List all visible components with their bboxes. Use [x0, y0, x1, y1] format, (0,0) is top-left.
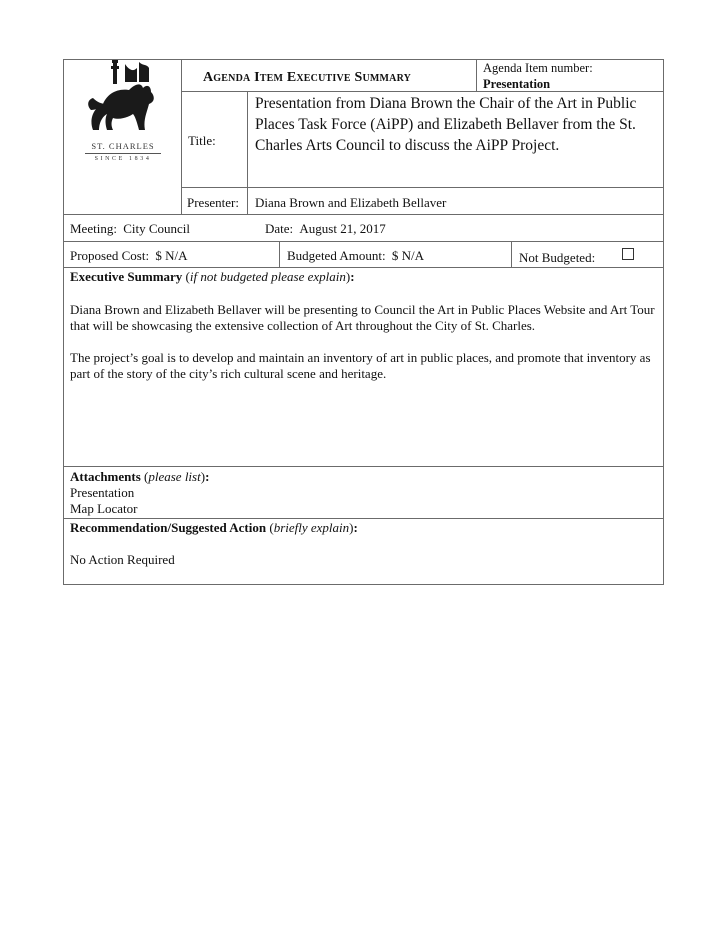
meeting-label: Meeting: [70, 221, 117, 236]
attachments-note: please list [148, 469, 201, 484]
title-label: Title: [188, 133, 216, 148]
executive-summary-paragraph-1: Diana Brown and Elizabeth Bellaver will be presenting to Council the Art in Public Places Website and Art Tour that will be showcasing the extensive collection of Art throughout the City of St. Charles. [70, 302, 655, 333]
executive-summary-heading: Executive Summary (if not budgeted please explain): [70, 269, 355, 284]
table-border-right [663, 59, 664, 585]
logo-since: SINCE 1834 [94, 156, 152, 162]
agenda-item-number-label: Agenda Item number: [483, 61, 593, 75]
attachments-top-line [63, 466, 664, 467]
executive-summary-note: if not budgeted please explain [189, 269, 346, 284]
cost-top-line [63, 241, 664, 242]
cost-divider-1 [279, 241, 280, 267]
label-divider [247, 91, 248, 214]
recommendation-note: briefly explain [273, 520, 350, 535]
title-bottom-line [181, 187, 664, 188]
meeting-value: City Council [123, 221, 190, 236]
presenter-label: Presenter: [187, 195, 239, 210]
title-value: Presentation from Diana Brown the Chair of the Art in Public Places Task Force (AiPP) and Elizabeth Bellaver from the St. Charles Arts Council to discuss the AiPP Project. [255, 95, 637, 154]
executive-summary-title: Executive Summary [70, 269, 183, 284]
logo-divider [181, 59, 182, 214]
budgeted-amount-value: $ N/A [391, 248, 424, 263]
recommendation-text: No Action Required [70, 552, 175, 567]
fox-logo-icon [85, 60, 161, 134]
document-title: Agenda Item Executive Summary [203, 70, 412, 85]
not-budgeted-label: Not Budgeted: [519, 250, 596, 265]
date-value: August 21, 2017 [299, 221, 386, 236]
attachments-title: Attachments [70, 469, 141, 484]
proposed-cost-value: $ N/A [155, 248, 188, 263]
agenda-item-number-value: Presentation [483, 77, 551, 91]
proposed-cost-field [70, 248, 187, 263]
attachments-heading: Attachments (please list): [70, 469, 210, 484]
cost-divider-2 [511, 241, 512, 267]
date-field [265, 221, 386, 236]
budgeted-amount-label: Budgeted Amount: [287, 248, 386, 263]
table-border-left [63, 59, 64, 585]
recommendation-heading: Recommendation/Suggested Action (briefly explain): [70, 520, 358, 535]
city-logo [85, 60, 161, 162]
not-budgeted-checkbox[interactable] [622, 248, 634, 260]
budgeted-amount-field [287, 248, 424, 263]
meeting-field [70, 221, 190, 236]
date-label: Date: [265, 221, 294, 236]
meeting-top-line [63, 214, 664, 215]
recommendation-top-line [63, 518, 664, 519]
recommendation-title: Recommendation/Suggested Action [70, 520, 267, 535]
attachment-item: Presentation [70, 485, 135, 500]
summary-top-line [63, 267, 664, 268]
presenter-value: Diana Brown and Elizabeth Bellaver [255, 195, 447, 210]
table-border-bottom [63, 584, 664, 585]
header-bottom-line [181, 91, 664, 92]
logo-city-name: ST. CHARLES [85, 141, 161, 154]
proposed-cost-label: Proposed Cost: [70, 248, 150, 263]
attachment-item: Map Locator [70, 501, 138, 516]
executive-summary-paragraph-2: The project’s goal is to develop and maintain an inventory of art in public places, and promote that inventory as part of the story of the city’s rich cultural scene and heritage. [70, 350, 651, 381]
header-divider [476, 59, 477, 92]
